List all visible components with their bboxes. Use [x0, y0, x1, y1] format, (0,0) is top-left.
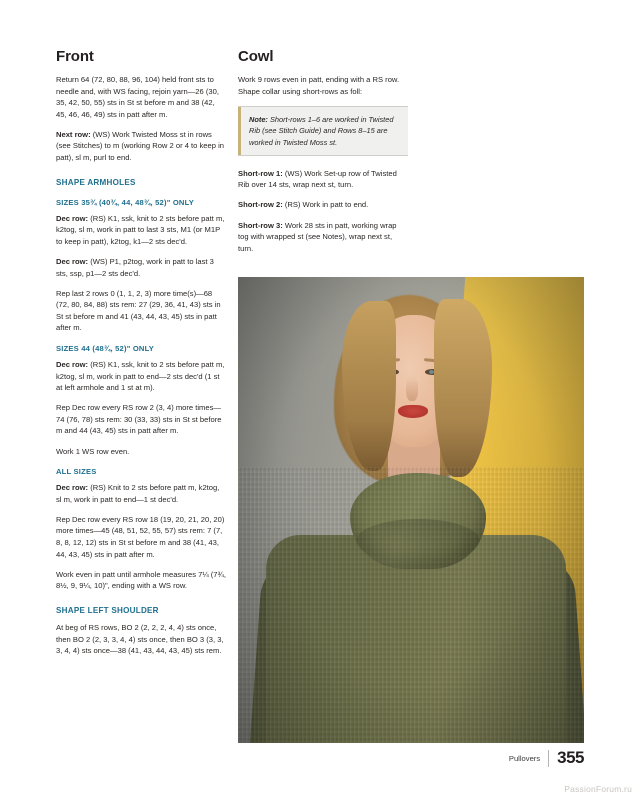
- paragraph: [56, 402, 226, 437]
- note-text: [249, 114, 402, 148]
- paragraph: [56, 359, 226, 394]
- paragraph-text: (RS) K1, ssk, knit to 2 sts before patt m, k2tog, sl m, work in patt to last 3 sts, M1 (or M1P to keep in patt), k2tog, k1—2 sts dec'd.: [56, 213, 225, 246]
- paragraph: [56, 569, 226, 592]
- paragraph: [56, 129, 226, 164]
- paragraph-text: (RS) K1, ssk, knit to 2 sts before patt m, k2tog, sl m, work in patt to end—2 sts dec'd (1 st at left armhole and 1 st at m).: [56, 360, 225, 393]
- paragraph-text: Rep last 2 rows 0 (1, 1, 2, 3) more time(s)—68 (72, 80, 84, 88) sts rem: 27 (29, 36, 41, 43) sts in St st before m and 41 (43, 44, 43, 45) sts in patt after m.: [56, 288, 221, 333]
- paragraph: [56, 622, 226, 657]
- subheading-all-sizes: ALL SIZES: [56, 467, 97, 477]
- paragraph-lead-in: Short-row 1:: [238, 168, 283, 178]
- paragraph-lead-in: Dec row:: [56, 213, 89, 223]
- heading-shape-left-shoulder: SHAPE LEFT SHOULDER: [56, 605, 159, 615]
- note-callout: [238, 106, 408, 156]
- paragraph-lead-in: Next row:: [56, 129, 91, 139]
- paragraph-lead-in: Short-row 2:: [238, 200, 283, 210]
- note-body: Short-rows 1–6 are worked in Twisted Rib (see Stitch Guide) and Rows 8–15 are worked in Twisted Moss st.: [249, 115, 394, 147]
- model-photo: [238, 277, 584, 743]
- section-title-cowl: Cowl: [238, 48, 274, 65]
- paragraph: [56, 446, 226, 458]
- paragraph-lead-in: Dec row:: [56, 483, 89, 493]
- footer-divider: [548, 750, 549, 767]
- left-text-column: [56, 48, 226, 657]
- model-nose: [406, 377, 418, 401]
- paragraph: [238, 168, 408, 191]
- paragraph-text: (WS) Work Set-up row of Twisted Rib over 14 sts, wrap next st, turn.: [238, 168, 397, 190]
- paragraph: [56, 213, 226, 248]
- paragraph-text: Rep Dec row every RS row 2 (3, 4) more times—74 (76, 78) sts rem: 30 (33, 33) sts in St st before m and 44 (43, 45) sts in patt after m.: [56, 403, 222, 436]
- paragraph-text: (WS) Work Twisted Moss st in rows (see Stitches) to m (working Row 2 or 4 to keep in patt), sl m, purl to end.: [56, 129, 224, 163]
- paragraph: [56, 256, 226, 279]
- paragraph-lead-in: Short-row 3:: [238, 220, 283, 230]
- note-label: Note:: [249, 115, 268, 125]
- paragraph: [56, 74, 226, 120]
- paragraph-text: (WS) P1, p2tog, work in patt to last 3 sts, ssp, p1—2 sts dec'd.: [56, 256, 214, 278]
- footer-section-label: Pullovers: [508, 753, 541, 763]
- paragraph-text: Rep Dec row every RS row 18 (19, 20, 21, 20, 20) more times—45 (48, 51, 52, 55, 57) sts rem: 7 (7, 8, 8, 12, 12) sts in St st before m and 38 (41, 43, 44, 43, 45) sts in patt after m.: [56, 514, 225, 559]
- model-lips: [398, 405, 428, 418]
- paragraph: [56, 514, 226, 560]
- paragraph: [238, 199, 408, 211]
- paragraph: [56, 482, 226, 505]
- watermark: PassionForum.ru: [564, 784, 632, 794]
- paragraph-text: Work 9 rows even in patt, ending with a RS row. Shape collar using short-rows as foll:: [238, 75, 400, 96]
- sweater-cowl-fold: [356, 519, 480, 563]
- page-title: Front: [56, 48, 94, 65]
- paragraph-text: Work even in patt until armhole measures 7¼ (7¾, 8½, 9, 9¼, 10)", ending with a WS row.: [56, 569, 226, 591]
- paragraph-lead-in: Dec row:: [56, 256, 89, 266]
- page-footer: [509, 748, 584, 768]
- middle-text-column: [238, 48, 408, 254]
- paragraph-text: (RS) Knit to 2 sts before patt m, k2tog, sl m, work in patt to end—1 st dec'd.: [56, 483, 220, 504]
- subheading-sizes-b: SIZES 44 (48¾, 52)" ONLY: [56, 344, 155, 353]
- paragraph-text: Work 1 WS row even.: [56, 446, 130, 456]
- subheading-sizes-a: SIZES 35¾ (40¾, 44, 48¾, 52)" ONLY: [56, 197, 195, 207]
- paragraph-text: (RS) Work in patt to end.: [282, 200, 369, 210]
- page-number: 355: [557, 748, 584, 767]
- paragraph-text: Work 28 sts in patt, working wrap tog with wrapped st (see Notes), wrap next st, turn.: [238, 220, 397, 253]
- paragraph: [56, 288, 226, 334]
- paragraph-text: Return 64 (72, 80, 88, 96, 104) held front sts to needle and, with WS facing, rejoin yarn—26 (30, 35, 42, 50, 55) sts in St st before m and 38 (42, 45, 46, 46, 49) sts in patt after m.: [56, 75, 219, 119]
- paragraph: [238, 220, 408, 255]
- paragraph: [238, 74, 408, 97]
- paragraph-lead-in: Dec row:: [56, 360, 89, 369]
- heading-shape-armholes: SHAPE ARMHOLES: [56, 177, 136, 187]
- paragraph-text: At beg of RS rows, BO 2 (2, 2, 2, 4, 4) sts once, then BO 2 (2, 3, 3, 4, 4) sts once, then BO 3 (3, 3, 3, 4, 4) sts once—38 (41, 43, 44, 43, 45) sts rem.: [56, 622, 224, 656]
